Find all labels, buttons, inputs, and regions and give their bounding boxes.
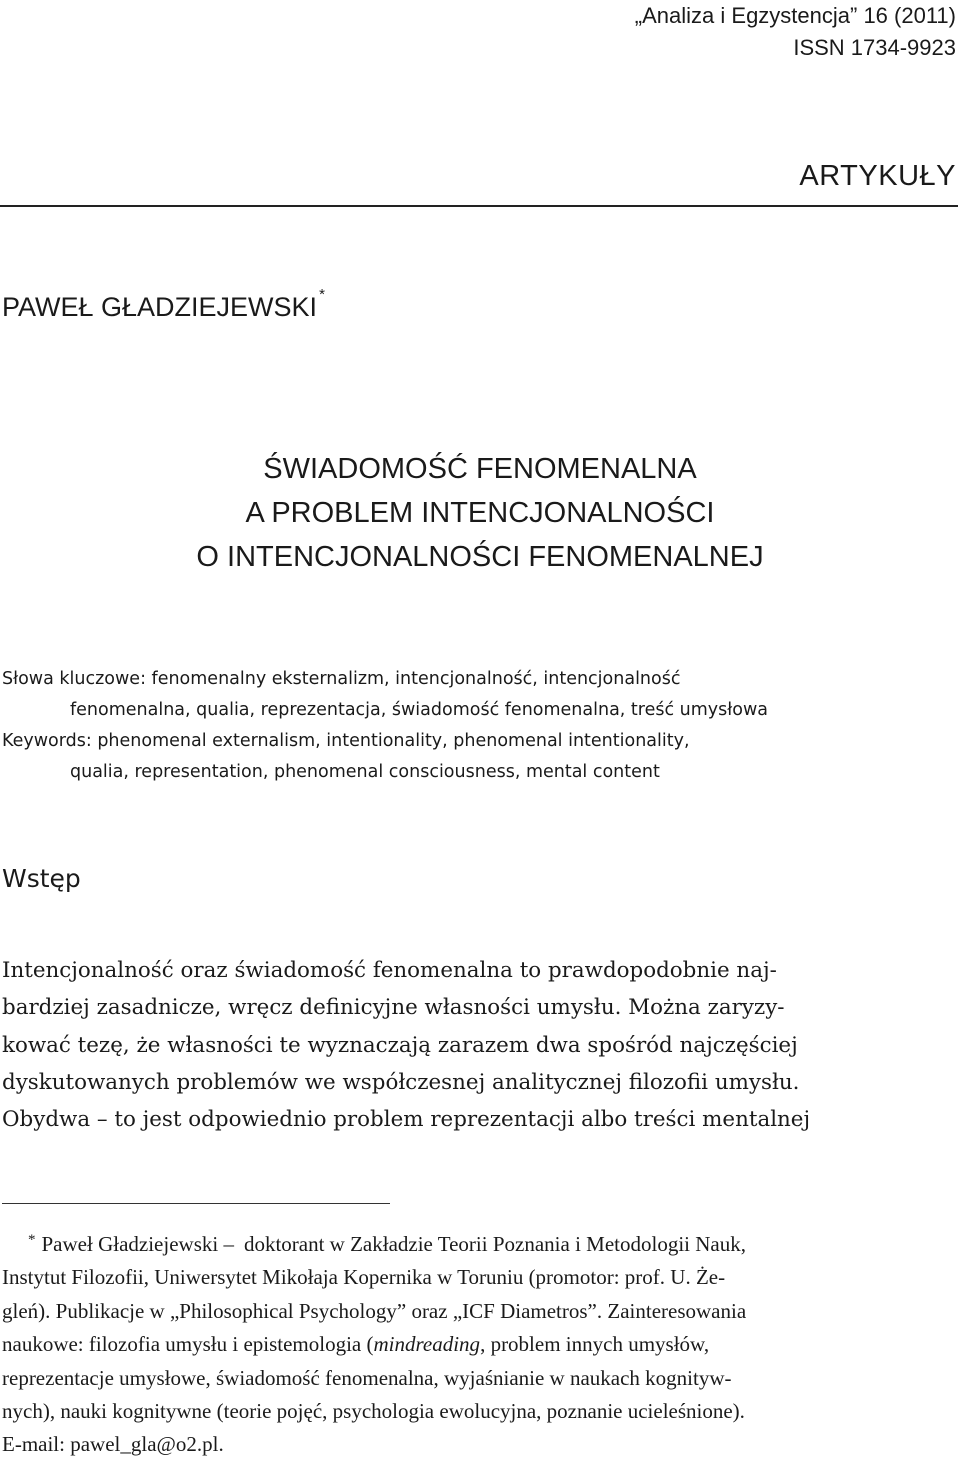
footnote-line-1-rest: doktorant w Zakładzie Teorii Poznania i Metodologii Nauk, (243, 1232, 746, 1256)
keywords-english-line-2: qualia, representation, phenomenal consciousness, mental content (70, 762, 660, 782)
keywords-polish-line-2: fenomenalna, qualia, reprezentacja, świadomość fenomenalna, treść umysłowa (70, 700, 768, 720)
footnote-line-5: reprezentacje umysłowe, świadomość fenomenalna, wyjaśnianie w naukach kognityw- (2, 1365, 732, 1390)
author-name-text: PAWEŁ GŁADZIEJEWSKI (2, 292, 318, 322)
intro-line-1: Intencjonalność oraz świadomość fenomenalna to prawdopodobnie naj- (2, 958, 777, 983)
intro-heading: Wstęp (2, 864, 81, 893)
section-label: ARTYKUŁY (799, 160, 956, 192)
footnote-line-4 (2, 1328, 956, 1361)
intro-paragraph (2, 952, 956, 1138)
section-divider (0, 205, 958, 207)
article-title (0, 447, 960, 579)
journal-header (635, 0, 956, 64)
footnote-mindreading: mindreading (373, 1332, 481, 1357)
footnote-email-line[interactable]: E-mail: pawel_gla@o2.pl. (2, 1432, 224, 1457)
author-footnote-mark[interactable]: * (319, 286, 325, 303)
footnote-line-3: gleń). Publikacje w „Philosophical Psychology” oraz „ICF Diametros”. Zainteresowania (2, 1298, 747, 1323)
keywords-english-line-1: Keywords: phenomenal externalism, intentionality, phenomenal intentionality, (2, 731, 690, 751)
intro-line-2: bardziej zasadnicze, wręcz definicyjne własności umysłu. Można zaryzy- (2, 995, 785, 1021)
footnote-line-4-end: , problem innych umysłów, (480, 1332, 710, 1357)
footnote-author-name: Paweł Gładziejewski – (41, 1232, 234, 1256)
title-line-3: O INTENCJONALNOŚCI FENOMENALNEJ (196, 541, 764, 573)
footnote-line-6: nych), nauki kognitywne (teorie pojęć, psychologia ewolucyjna, poznanie ucieleśnione). (2, 1399, 745, 1424)
title-line-1: ŚWIADOMOŚĆ FENOMENALNA (263, 453, 697, 485)
author-footnote (2, 1228, 956, 1462)
footnote-line-2: Instytut Filozofii, Uniwersytet Mikołaja Kopernika w Toruniu (promotor: prof. U. Że- (2, 1265, 726, 1290)
intro-line-3: kować tezę, że własności te wyznaczają zarazem dwa spośród najczęściej (2, 1032, 798, 1058)
journal-issn: ISSN 1734-9923 (793, 35, 956, 60)
journal-name: „Analiza i Egzystencja” 16 (2011) (634, 3, 956, 28)
footnote-divider (2, 1203, 390, 1204)
keywords-block (2, 664, 958, 788)
intro-line-5: Obydwa – to jest odpowiednio problem reprezentacji albo treści mentalnej (2, 1107, 811, 1133)
title-line-2: A PROBLEM INTENCJONALNOŚCI (245, 497, 715, 529)
footnote-mark: * (28, 1232, 36, 1248)
author-name (2, 286, 325, 323)
intro-line-4: dyskutowanych problemów we współczesnej analitycznej filozofii umysłu. (2, 1069, 800, 1095)
keywords-polish-line-1: Słowa kluczowe: fenomenalny eksternalizm, intencjonalność, intencjonalność (2, 669, 681, 689)
footnote-line-4-start: naukowe: filozofia umysłu i epistemologia ( (2, 1332, 374, 1357)
footnote-line-1 (2, 1228, 956, 1261)
